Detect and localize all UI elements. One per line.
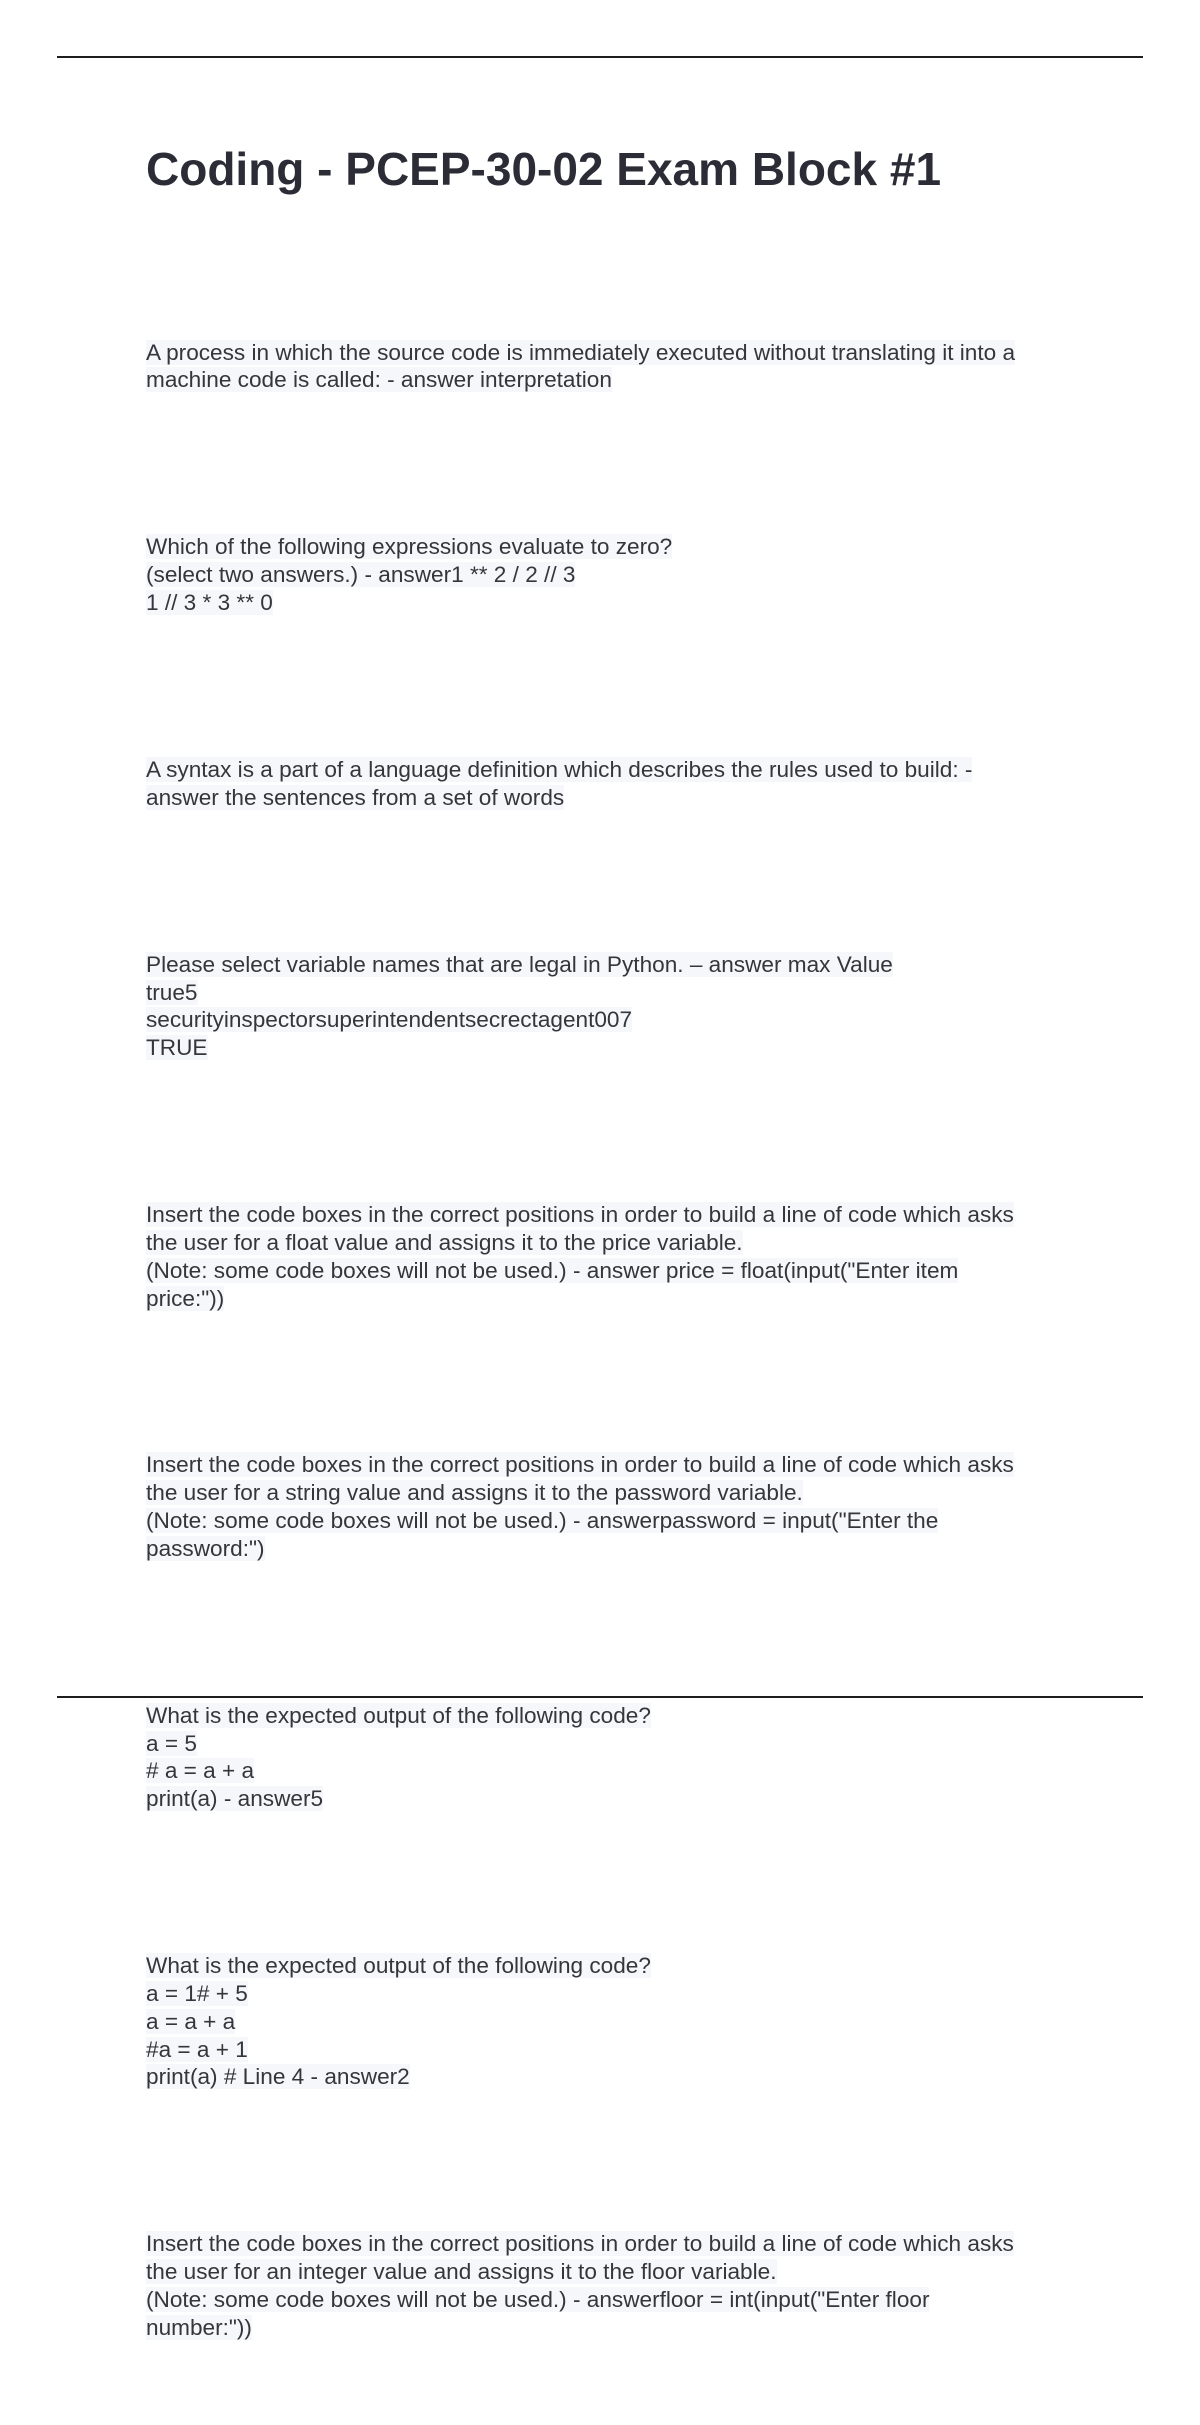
question-2-line-1: Which of the following expressions evaluate to zero? [146,534,673,560]
question-9-line-2: the user for an integer value and assigns it to the floor variable. [146,2259,777,2285]
question-2-line-3: 1 // 3 * 3 ** 0 [146,589,273,615]
question-8-line-3: a = a + a [146,2008,236,2034]
question-3-line-2: answer the sentences from a set of words [146,784,565,810]
question-list [146,283,1086,2425]
question-9-line-3: (Note: some code boxes will not be used.) - answerfloor = int(input("Enter floor [146,2287,930,2312]
question-4 [146,895,1086,1117]
question-1-line-1: A process in which the source code is immediately executed without translating it into a [146,339,1016,365]
question-6-line-3: (Note: some code boxes will not be used.) - answerpassword = input("Enter the [146,1508,939,1534]
question-2 [146,478,1086,673]
question-8-line-5: print(a) # Line 4 - answer2 [146,2064,410,2090]
document-title: Coding - PCEP-30-02 Exam Block #1 [146,143,942,195]
question-6-line-4: password:") [146,1535,265,1561]
question-1-line-2: machine code is called: - answer interpretation [146,367,612,393]
question-5-line-2: the user for a float value and assigns it to the price variable. [146,1229,743,1255]
question-4-line-4: TRUE [146,1035,208,1061]
question-7-line-4: print(a) - answer5 [146,1786,324,1812]
question-7-line-1: What is the expected output of the following code? [146,1702,651,1728]
question-2-line-2: (select two answers.) - answer1 ** 2 / 2 // 3 [146,562,576,588]
question-3 [146,700,1086,867]
question-6-line-1: Insert the code boxes in the correct positions in order to build a line of code which asks [146,1452,1014,1478]
question-8-line-4: #a = a + 1 [146,2036,248,2062]
question-4-line-1: Please select variable names that are legal in Python. – answer max Value [146,951,893,977]
question-5-line-1: Insert the code boxes in the correct positions in order to build a line of code which asks [146,1202,1014,1228]
question-9 [146,2175,1086,2397]
question-7-line-3: # a = a + a [146,1758,255,1784]
question-6 [146,1396,1086,1618]
question-8-line-1: What is the expected output of the following code? [146,1953,651,1979]
question-5-line-4: price:")) [146,1285,225,1311]
question-5-line-3: (Note: some code boxes will not be used.) - answer price = float(input("Enter item [146,1257,959,1283]
question-9-line-1: Insert the code boxes in the correct positions in order to build a line of code which asks [146,2231,1014,2257]
question-6-line-2: the user for a string value and assigns it to the password variable. [146,1480,803,1506]
question-8 [146,1897,1086,2147]
question-4-line-2: true5 [146,979,198,1005]
question-9-line-4: number:")) [146,2314,252,2340]
bottom-rule [57,1696,1143,1698]
question-4-line-3: securityinspectorsuperintendentsecrectagent007 [146,1007,633,1033]
question-3-line-1: A syntax is a part of a language definition which describes the rules used to build: - [146,756,973,782]
question-7-line-2: a = 5 [146,1730,197,1756]
question-5 [146,1146,1086,1368]
top-rule [57,56,1143,58]
question-7 [146,1646,1086,1868]
question-1 [146,283,1086,450]
question-8-line-2: a = 1# + 5 [146,1981,248,2007]
